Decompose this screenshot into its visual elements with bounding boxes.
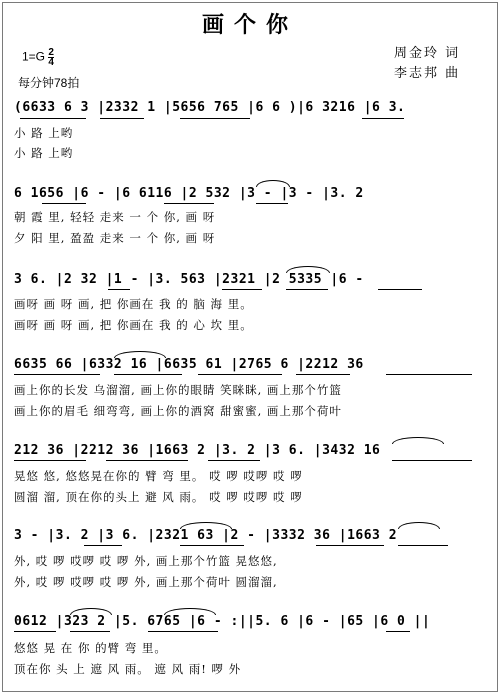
underline-beam [100, 118, 144, 119]
tempo-marking: 每分钟78拍 [18, 76, 80, 90]
slur-mark [398, 522, 440, 529]
key-signature [22, 48, 54, 67]
underline-beam [316, 545, 384, 546]
slur-mark [114, 351, 166, 358]
time-numerator: 2 [48, 47, 54, 58]
lyric-line-6-verse-1: 外, 哎 啰 哎啰 哎 啰 外, 画上那个竹篮 晃悠悠, [14, 554, 278, 568]
underline-beam [164, 203, 214, 204]
underline-beam [398, 545, 448, 546]
underline-beam [84, 545, 122, 546]
notation-line-2: 6 1656 |6 - |6 6116 |2 532 |3 - |3 - |3. 2 [14, 186, 364, 201]
notation-line-1: (6633 6 3 |2332 1 |5656 765 |6 6 )|6 3216 |6 3. [14, 100, 406, 115]
lyric-line-2-verse-2: 夕 阳 里, 盈盈 走来 一 个 你, 画 呀 [14, 231, 216, 245]
underline-beam [70, 631, 110, 632]
underline-beam [180, 545, 244, 546]
lyric-line-3-verse-1: 画呀 画 呀 画, 把 你画在 我 的 脑 海 里。 [14, 297, 253, 311]
slur-mark [286, 266, 330, 273]
underline-beam [114, 374, 182, 375]
underline-beam [256, 203, 288, 204]
underline-beam [208, 460, 260, 461]
lyric-line-4-verse-2: 画上你的眉毛 细弯弯, 画上你的酒窝 甜蜜蜜, 画上那个荷叶 [14, 404, 342, 418]
slur-mark [392, 437, 444, 444]
slur-mark [256, 180, 290, 187]
underline-beam [180, 118, 250, 119]
time-denominator: 4 [48, 57, 54, 68]
underline-beam [42, 203, 86, 204]
lyricist-credit: 周金玲 词 [394, 46, 461, 61]
lyric-line-7-verse-1: 悠悠 晃 在 你 的臂 弯 里。 [14, 641, 167, 655]
lyric-line-5-verse-1: 晃悠 悠, 悠悠晃在你的 臂 弯 里。 哎 啰 哎啰 哎 啰 [14, 469, 303, 483]
lyric-line-1-verse-1: 小 路 上哟 [14, 126, 74, 140]
notation-line-5: 212 36 |2212 36 |1663 2 |3. 2 |3 6. |3432 16 [14, 443, 381, 458]
lyric-line-7-verse-2: 顶在你 头 上 遮 风 雨。 遮 风 雨! 啰 外 [14, 662, 242, 676]
underline-beam [286, 289, 328, 290]
underline-beam [198, 374, 282, 375]
slur-mark [180, 522, 232, 529]
underline-beam [108, 289, 130, 290]
notation-line-3: 3 6. |2 32 |1 - |3. 563 |2321 |2 5335 |6 - [14, 272, 364, 287]
underline-beam [296, 374, 350, 375]
underline-beam [378, 289, 422, 290]
time-signature [48, 48, 54, 67]
underline-beam [14, 374, 100, 375]
underline-beam [20, 118, 86, 119]
underline-beam [14, 460, 86, 461]
underline-beam [14, 631, 56, 632]
lyric-line-3-verse-2: 画呀 画 呀 画, 把 你画在 我 的 心 坎 里。 [14, 318, 253, 332]
key-label: 1=G [22, 49, 46, 64]
underline-beam [386, 374, 472, 375]
notation-line-4: 6635 66 |6332 16 |6635 61 |2765 6 |2212 36 [14, 357, 364, 372]
composer-credit: 李志邦 曲 [394, 66, 461, 81]
lyric-line-5-verse-2: 圆溜 溜, 顶在你的头上 避 风 雨。 哎 啰 哎啰 哎 啰 [14, 490, 303, 504]
notation-line-6: 3 - |3. 2 |3 6. |2321 63 |2 - |3332 36 |1663 2 [14, 528, 398, 543]
lyric-line-1-verse-2: 小 路 上哟 [14, 146, 74, 160]
underline-beam [106, 460, 188, 461]
slur-mark [70, 608, 112, 615]
song-title: 画个你 [201, 12, 298, 38]
underline-beam [362, 118, 404, 119]
slur-mark [164, 608, 216, 615]
notation-line-7: 0612 |323 2 |5. 6765 |6 - :||5. 6 |6 - |65 |6 0 || [14, 614, 431, 629]
underline-beam [392, 460, 472, 461]
lyric-line-6-verse-2: 外, 哎 啰 哎啰 哎 啰 外, 画上那个荷叶 圆溜溜, [14, 575, 278, 589]
underline-beam [148, 631, 218, 632]
lyric-line-2-verse-1: 朝 霞 里, 轻轻 走来 一 个 你, 画 呀 [14, 210, 216, 224]
underline-beam [386, 631, 410, 632]
lyric-line-4-verse-1: 画上你的长发 乌溜溜, 画上你的眼睛 笑眯眯, 画上那个竹篮 [14, 383, 342, 397]
underline-beam [222, 289, 262, 290]
